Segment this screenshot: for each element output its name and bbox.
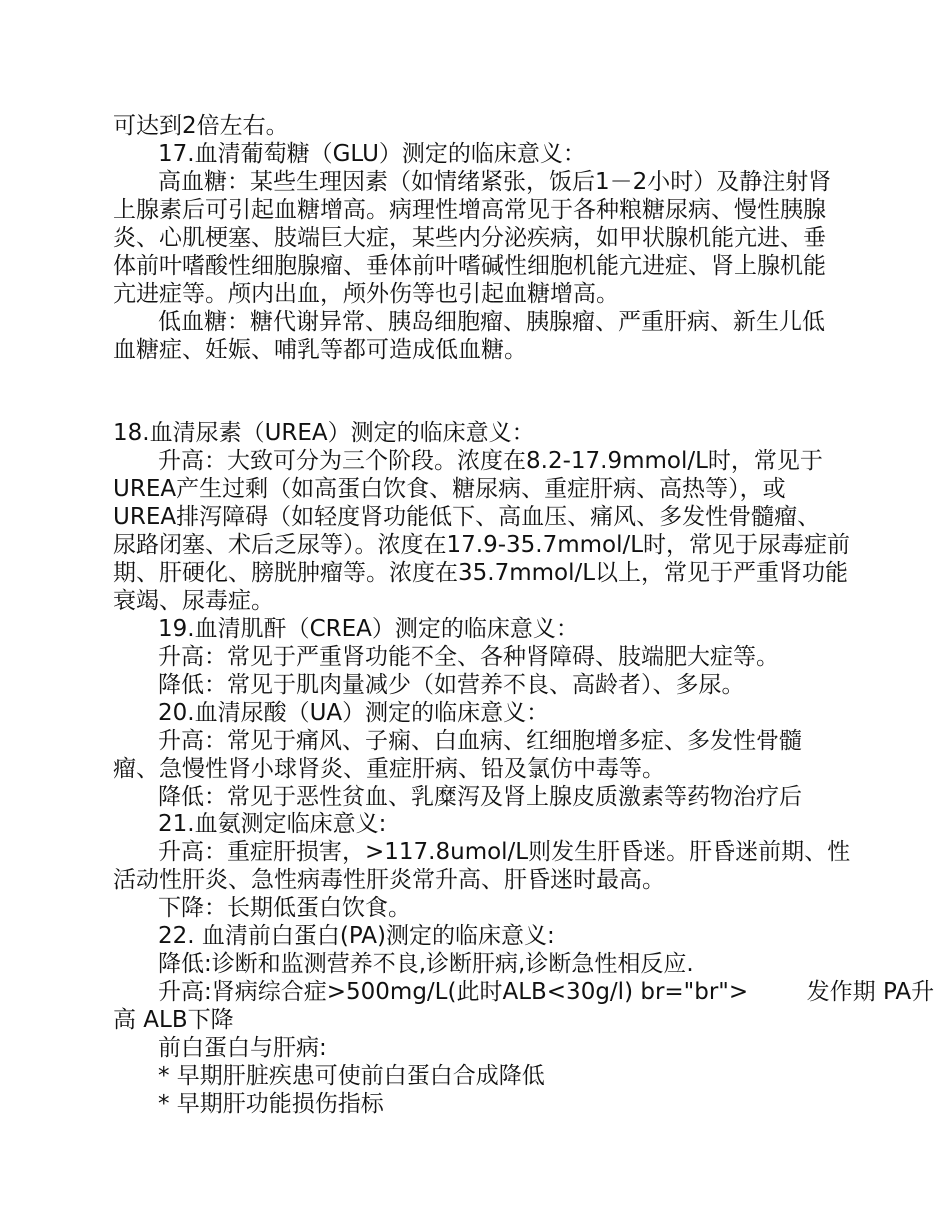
text-line: 血糖症、妊娠、哺乳等都可造成低血糖。 (113, 336, 527, 363)
text-line: 升高:肾病综合症>500mg/L(此时ALB<30g/l) br="br"> 发作期 PA升 (158, 979, 935, 1006)
text-line: UREA产生过剩（如高蛋白饮食、糖尿病、重症肝病、高热等），或 (113, 476, 786, 503)
section-heading-pa: 22. 血清前白蛋白(PA)测定的临床意义: (158, 923, 555, 950)
text-line: 低血糖：糖代谢异常、胰岛细胞瘤、胰腺瘤、严重肝病、新生儿低 (158, 308, 825, 335)
section-heading-glu: 17.血清葡萄糖（GLU）测定的临床意义： (158, 140, 586, 167)
text-line: 前白蛋白与肝病: (158, 1034, 327, 1061)
text-line: 尿路闭塞、术后乏尿等）。浓度在17.9-35.7mmol/L时，常见于尿毒症前 (113, 532, 851, 559)
text-line: 上腺素后可引起血糖增高。病理性增高常见于各种粮糖尿病、慢性胰腺 (113, 196, 826, 223)
section-heading-ua: 20.血清尿酸（UA）测定的临床意义： (158, 699, 550, 726)
text-line: 降低：常见于肌肉量减少（如营养不良、高龄者）、多尿。 (158, 671, 745, 698)
bullet-item: * 早期肝功能损伤指标 (158, 1090, 384, 1117)
bullet-item: * 早期肝脏疾患可使前白蛋白合成降低 (158, 1062, 545, 1089)
text-line: UREA排泻障碍（如轻度肾功能低下、高血压、痛风、多发性骨髓瘤、 (113, 504, 821, 531)
text-line: 可达到2倍左右。 (113, 113, 289, 139)
section-heading-ammonia: 21.血氨测定临床意义: (158, 811, 387, 838)
text-line: 活动性肝炎、急性病毒性肝炎常升高、肝昏迷时最高。 (113, 867, 665, 894)
section-heading-urea: 18.血清尿素（UREA）测定的临床意义： (113, 420, 535, 447)
text-line: 降低:诊断和监测营养不良,诊断肝病,诊断急性相反应. (158, 951, 694, 978)
text-line: 降低：常见于恶性贫血、乳糜泻及肾上腺皮质激素等药物治疗后 (158, 783, 802, 810)
text-line: 高 ALB下降 (113, 1007, 234, 1033)
text-line: 衰竭、尿毒症。 (113, 587, 274, 614)
text-line: 期、肝硬化、膀胱肿瘤等。浓度在35.7mmol/L以上，常见于严重肾功能 (113, 560, 849, 586)
text-line: 瘤、急慢性肾小球肾炎、重症肝病、铅及氯仿中毒等。 (113, 755, 665, 782)
text-line: 体前叶嗜酸性细胞腺瘤、垂体前叶嗜碱性细胞机能亢进症、肾上腺机能 (113, 252, 826, 279)
document-page (113, 113, 935, 1119)
text-line: 升高：常见于严重肾功能不全、各种肾障碍、肢端肥大症等。 (158, 643, 779, 670)
section-heading-crea: 19.血清肌酐（CREA）测定的临床意义： (158, 615, 579, 642)
blank-line (113, 392, 873, 420)
text-line: 升高：重症肝损害，>117.8umol/L则发生肝昏迷。肝昏迷前期、性 (158, 839, 851, 866)
text-line: 下降：长期低蛋白饮食。 (158, 895, 411, 922)
text-line: 炎、心肌梗塞、肢端巨大症，某些内分泌疾病，如甲状腺机能亢进、垂 (113, 224, 826, 251)
text-line: 升高：常见于痛风、子痫、白血病、红细胞增多症、多发性骨髓 (158, 727, 802, 754)
text-line: 升高：大致可分为三个阶段。浓度在8.2-17.9mmol/L时，常见于 (158, 448, 823, 475)
text-line: 高血糖：某些生理因素（如情绪紧张，饭后1－2小时）及静注射肾 (158, 168, 832, 195)
blank-line (113, 364, 873, 392)
text-line: 亢进症等。颅内出血，颅外伤等也引起血糖增高。 (113, 280, 619, 307)
